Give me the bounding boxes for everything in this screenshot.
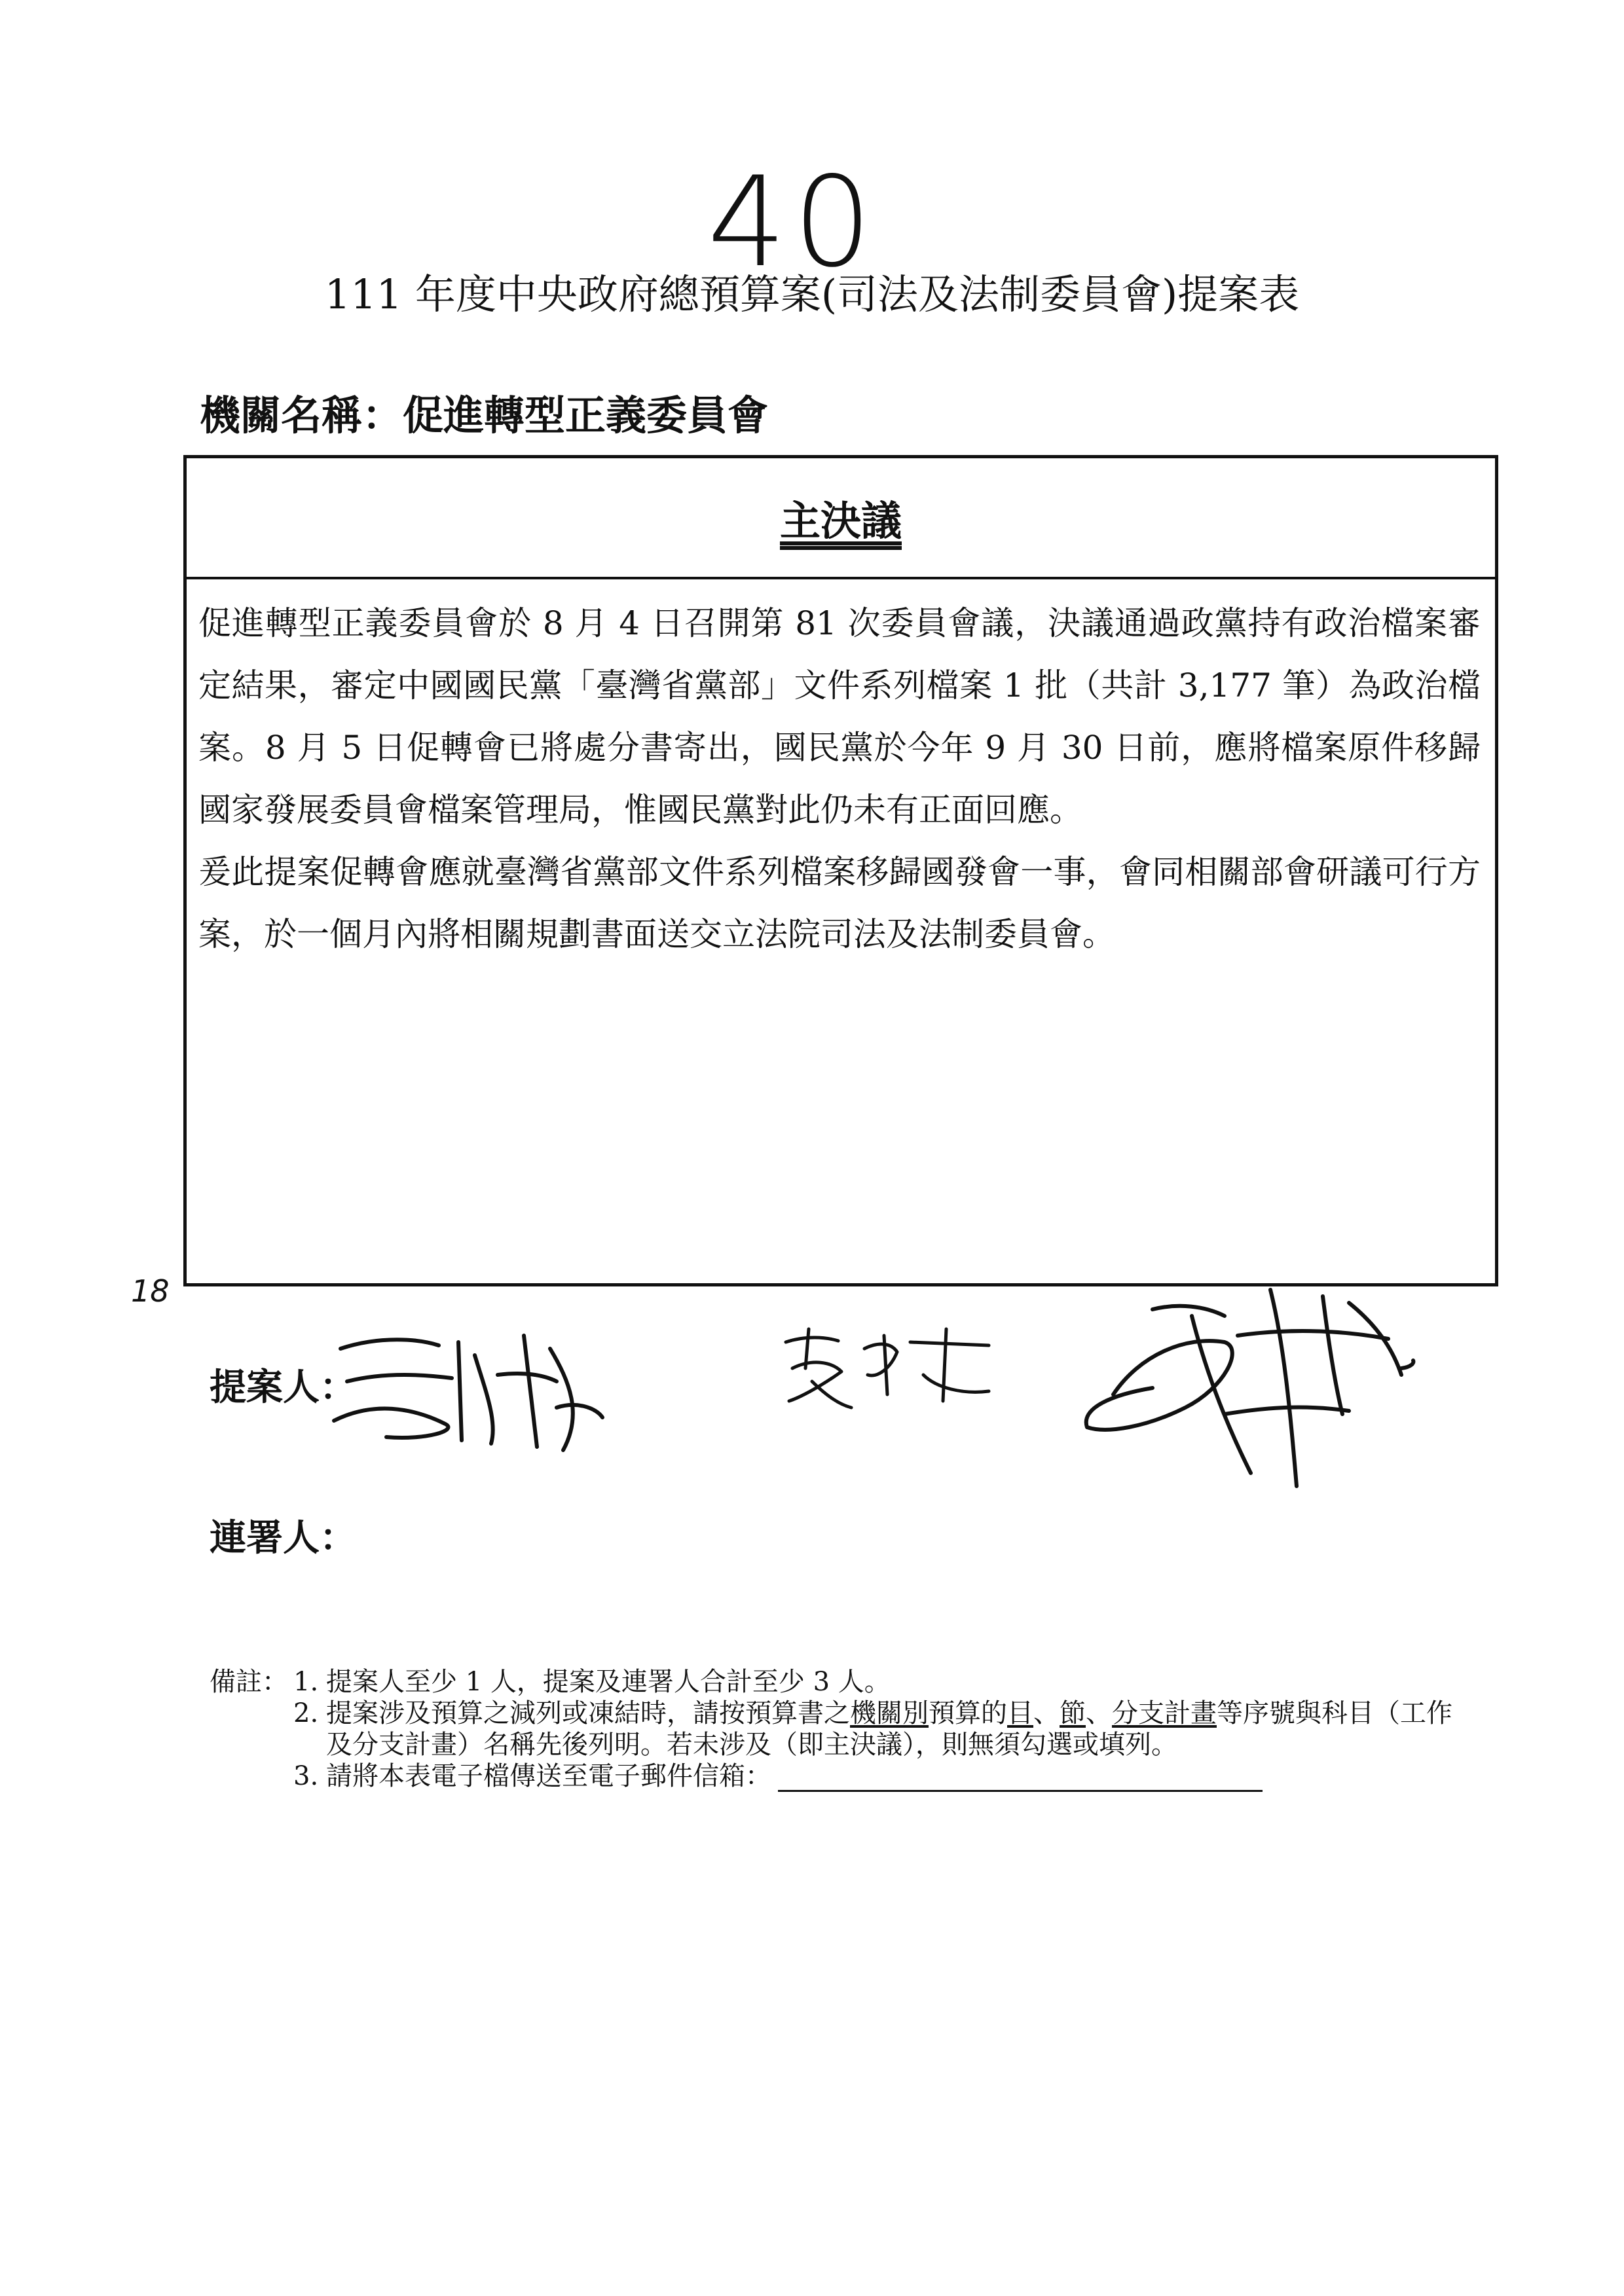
email-blank-line[interactable] <box>778 1765 1263 1792</box>
note-text-part: 提案涉及預算之減列或凍結時，請按預算書之 <box>326 1698 850 1728</box>
resolution-paragraph-2: 爰此提案促轉會應就臺灣省黨部文件系列檔案移歸國發會一事，會同相關部會研議可行方案，於一個月內將相關規劃書面送交立法院司法及法制委員會。 <box>198 853 1481 953</box>
document-title: 111 年度中央政府總預算案(司法及法制委員會)提案表 <box>324 270 1300 318</box>
resolution-paragraph-1: 促進轉型正義委員會於 8 月 4 日召開第 81 次委員會議，決議通過政黨持有政治檔案審定結果，審定中國國民黨「臺灣省黨部」文件系列檔案 1 批（共計 3,177 筆）為政治檔案。8 月 5 日促轉會已將處分書寄出，國民黨於今年 9 月 30 日前，應將檔案原件移歸國家發展委員會檔案管理局，惟國民黨對此仍未有正面回應。 <box>198 604 1481 829</box>
note-text: 提案人至少 1 人，提案及連署人合計至少 3 人。 <box>326 1667 891 1697</box>
note-text <box>326 1698 1454 1760</box>
resolution-box <box>183 455 1498 1286</box>
note-text: 請將本表電子檔傳送至電子郵件信箱： <box>326 1761 771 1791</box>
note-row-1 <box>210 1666 1454 1698</box>
agency-label: 機關名稱： <box>200 392 403 439</box>
notes-lead: 備註： <box>210 1667 288 1697</box>
proposer-label: 提案人： <box>210 1366 356 1409</box>
note-number: 2. <box>293 1698 319 1728</box>
note-number: 3. <box>293 1761 319 1791</box>
agency-line <box>200 383 768 441</box>
signature-1 <box>327 1309 616 1467</box>
notes <box>210 1666 1454 1792</box>
cosigner-label: 連署人： <box>210 1516 356 1559</box>
resolution-header: 主決議 <box>779 497 902 545</box>
note-text-part: 、 <box>1086 1698 1112 1728</box>
note-row-3 <box>210 1760 1454 1792</box>
underlined-term: 分支計畫 <box>1112 1698 1217 1728</box>
note-row-2 <box>210 1698 1454 1760</box>
resolution-header-cell <box>187 458 1495 579</box>
signature-3 <box>1074 1277 1441 1493</box>
page-number: 40 <box>707 150 879 295</box>
note-text-part: 、 <box>1033 1698 1060 1728</box>
underlined-term: 機關別 <box>850 1698 929 1728</box>
margin-note: 18 <box>131 1273 170 1309</box>
note-text-part: 預算的 <box>929 1698 1007 1728</box>
agency-name: 促進轉型正義委員會 <box>403 392 769 439</box>
underlined-term: 目 <box>1007 1698 1033 1728</box>
note-text-part: 等序號與科目（工作及分支計畫）名稱先後列明。若未涉及（即主決議），則無須勾選或填列。 <box>326 1698 1452 1760</box>
underlined-term: 節 <box>1060 1698 1086 1728</box>
signature-2 <box>779 1322 1002 1421</box>
note-number: 1. <box>293 1667 319 1697</box>
resolution-body <box>198 592 1481 966</box>
